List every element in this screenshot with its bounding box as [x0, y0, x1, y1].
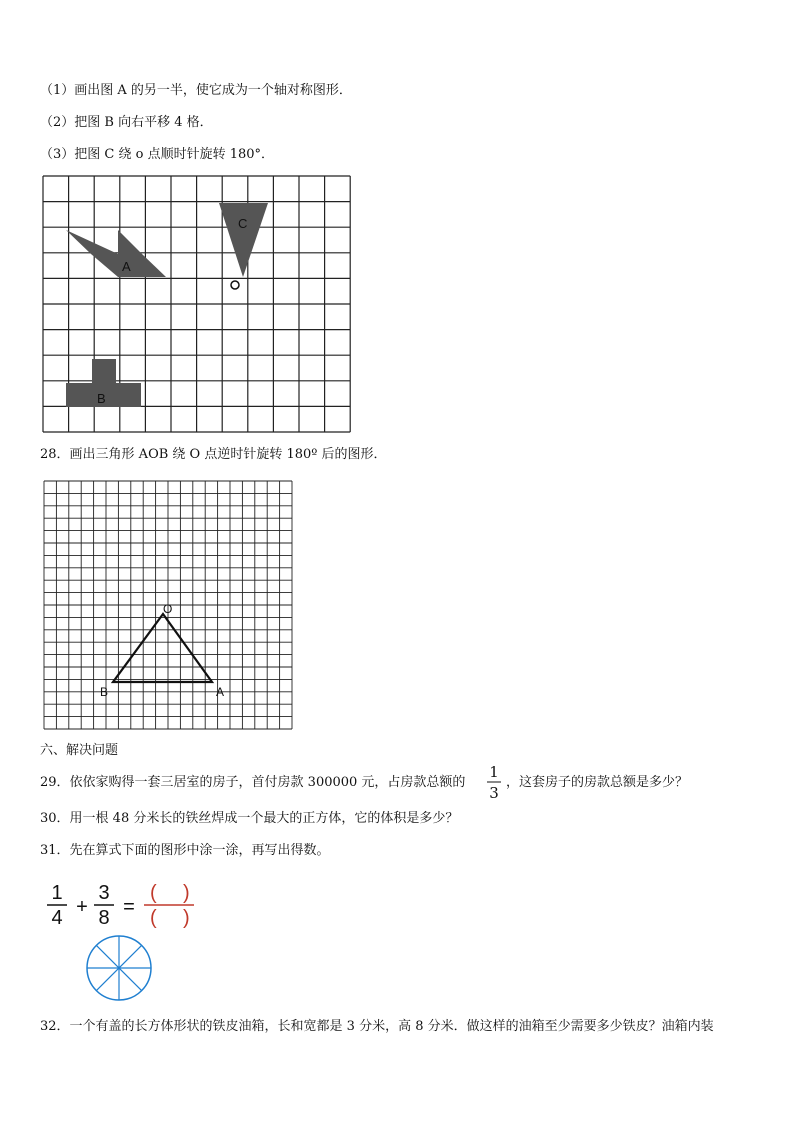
q29-before: 29．依依家购得一套三居室的房子，首付房款 300000 元，占房款总额的: [40, 775, 466, 790]
q30-text: 30．用一根 48 分米长的铁丝焊成一个最大的正方体，它的体积是多少？: [40, 811, 459, 826]
q32-text: 32．一个有盖的长方体形状的铁皮油箱，长和宽都是 3 分米，高 8 分米．做这样的油箱至少需要多少铁皮？油箱内装: [40, 1019, 714, 1034]
q27-step3: （3）把图 C 绕 o 点顺时针旋转 180°．: [40, 147, 275, 162]
q31-equals: =: [123, 896, 135, 918]
q31-f1-den: 4: [51, 907, 63, 929]
triangle-label-a: A: [216, 685, 225, 699]
q31-text: 31．先在算式下面的图形中涂一涂，再写出得数。: [40, 843, 330, 858]
triangle-label-b: B: [100, 685, 109, 699]
q27-step1: （1）画出图 A 的另一半，使它成为一个轴对称图形．: [40, 83, 352, 98]
q28-text: 28．画出三角形 AOB 绕 O 点逆时针旋转 180º 后的图形．: [40, 447, 387, 462]
q29-after: ，这套房子的房款总额是多少？: [506, 775, 689, 790]
q29-frac-num: 1: [489, 763, 499, 781]
q31-f2-num: 3: [98, 882, 110, 904]
q31-circle[interactable]: [87, 936, 151, 1000]
shape-b-label: B: [97, 391, 106, 406]
q31-blank-bottom-open: (: [150, 907, 157, 929]
shape-a-label: A: [122, 259, 131, 274]
q31-plus: +: [76, 896, 88, 918]
q31-f1-num: 1: [51, 882, 63, 904]
triangle-label-o: O: [163, 602, 173, 616]
q29-frac-den: 3: [489, 784, 499, 802]
q31-f2-den: 8: [98, 907, 110, 929]
q31-blank-top-close: ): [183, 882, 190, 904]
q31-blank-top-open: (: [150, 882, 157, 904]
q31-blank-bottom-close: ): [183, 907, 190, 929]
section-title: 六、解决问题: [40, 743, 119, 758]
q27-step2: （2）把图 B 向右平移 4 格．: [40, 115, 213, 130]
shape-c-label: C: [238, 216, 248, 231]
